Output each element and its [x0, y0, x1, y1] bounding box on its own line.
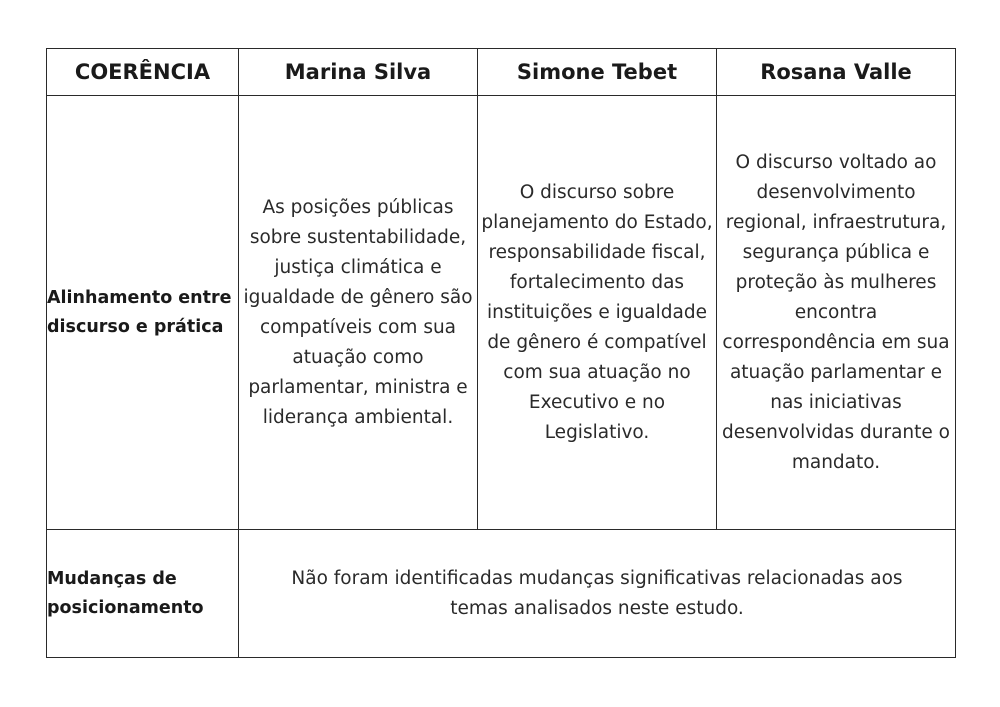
- cell-marina-silva-alinhamento: As posições públicas sobre sustentabilidade, justiça climática e igualdade de gênero são compatíveis com sua atuação como parlamentar, ministra e liderança ambiental.: [239, 96, 478, 530]
- header-row: [47, 49, 956, 96]
- cell-mudancas-merged: Não foram identificadas mudanças significativas relacionadas aos temas analisados neste estudo.: [239, 530, 956, 658]
- table-row-alinhamento: [47, 96, 956, 530]
- row-label-alinhamento: Alinhamento entre discurso e prática: [47, 96, 239, 530]
- header-rosana-valle: Rosana Valle: [717, 49, 956, 96]
- header-marina-silva: Marina Silva: [239, 49, 478, 96]
- row-label-mudancas: Mudanças de posicionamento: [47, 530, 239, 658]
- table-row-mudancas: [47, 530, 956, 658]
- coherence-table: [46, 48, 956, 658]
- cell-rosana-valle-alinhamento: O discurso voltado ao desenvolvimento regional, infraestrutura, segurança pública e proteção às mulheres encontra correspondência em sua atuação parlamentar e nas iniciativas desenvolvidas durante o mandato.: [717, 96, 956, 530]
- header-simone-tebet: Simone Tebet: [478, 49, 717, 96]
- header-coerencia: COERÊNCIA: [47, 49, 239, 96]
- cell-simone-tebet-alinhamento: O discurso sobre planejamento do Estado, responsabilidade fiscal, fortalecimento das instituições e igualdade de gênero é compatível com sua atuação no Executivo e no Legislativo.: [478, 96, 717, 530]
